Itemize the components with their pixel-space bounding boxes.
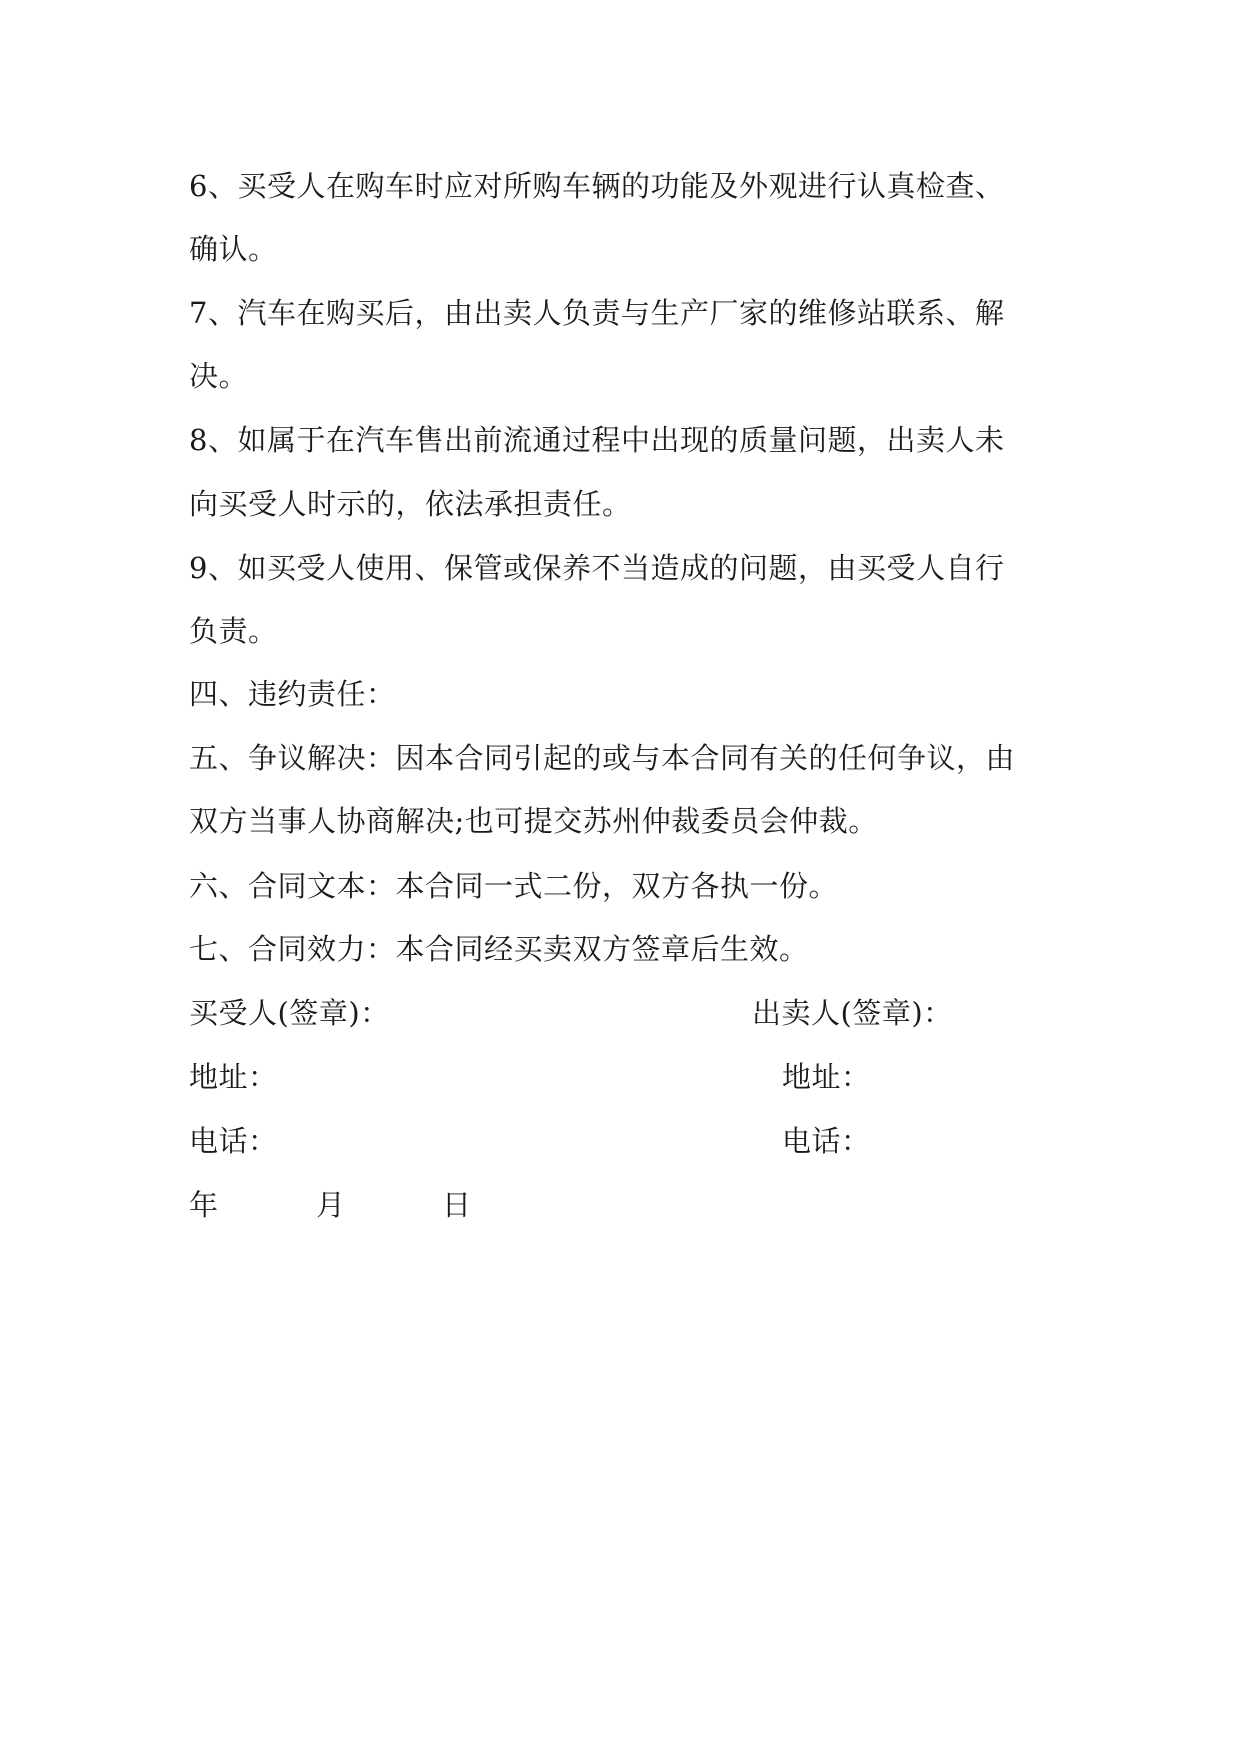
section-4-heading: 四、违约责任： xyxy=(189,677,396,711)
clause-8-line-2: 向买受人时示的，依法承担责任。 xyxy=(189,487,632,521)
seller-phone-label: 电话： xyxy=(782,1124,871,1158)
clause-9-line-2: 负责。 xyxy=(189,614,278,648)
section-5-line-2: 双方当事人协商解决;也可提交苏州仲裁委员会仲裁。 xyxy=(189,804,878,838)
buyer-address-label: 地址： xyxy=(189,1060,278,1094)
clause-7-line-2: 决。 xyxy=(189,359,249,393)
date-year-label: 年 xyxy=(189,1188,219,1222)
clause-8-line-1: 8、如属于在汽车售出前流通过程中出现的质量问题，出卖人未 xyxy=(189,423,1005,457)
buyer-signature-label: 买受人(签章)： xyxy=(189,996,390,1030)
section-5-line-1: 五、争议解决：因本合同引起的或与本合同有关的任何争议，由 xyxy=(189,741,1016,775)
seller-signature-label: 出卖人(签章)： xyxy=(752,996,953,1030)
date-day-label: 日 xyxy=(442,1188,472,1222)
clause-9-line-1: 9、如买受人使用、保管或保养不当造成的问题，由买受人自行 xyxy=(189,551,1005,585)
buyer-phone-label: 电话： xyxy=(189,1124,278,1158)
section-7-line: 七、合同效力：本合同经买卖双方签章后生效。 xyxy=(189,932,809,966)
seller-address-label: 地址： xyxy=(782,1060,871,1094)
clause-6-line-2: 确认。 xyxy=(189,232,278,266)
clause-6-line-1: 6、买受人在购车时应对所购车辆的功能及外观进行认真检查、 xyxy=(189,169,1005,203)
section-6-line: 六、合同文本：本合同一式二份，双方各执一份。 xyxy=(189,869,839,903)
clause-7-line-1: 7、汽车在购买后，由出卖人负责与生产厂家的维修站联系、解 xyxy=(189,296,1005,330)
date-month-label: 月 xyxy=(316,1188,346,1222)
